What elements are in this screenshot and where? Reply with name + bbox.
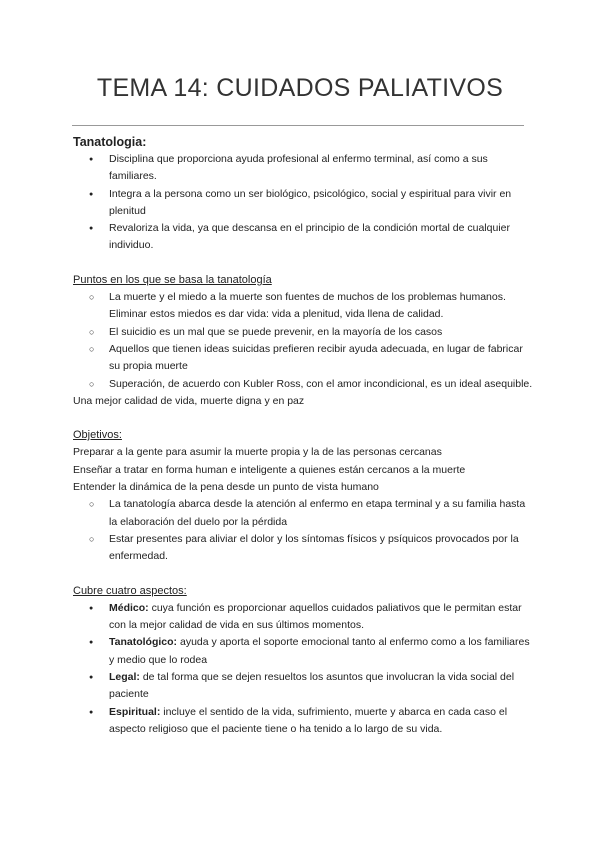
list-item: [73, 600, 533, 635]
list-item: ● Disciplina que proporciona ayuda profesional al enfermo terminal, así como a sus familiares.: [73, 151, 533, 186]
objetivos-line: Enseñar a tratar en forma human e inteligente a quienes están cercanos a la muerte: [73, 463, 466, 476]
puntos-closing: Una mejor calidad de vida, muerte digna y en paz: [73, 394, 305, 407]
aspectos-list: [73, 600, 533, 738]
list-item: ● Integra a la persona como un ser biológico, psicológico, social y espiritual para vivir en plenitud: [73, 186, 533, 221]
list-item: ○ Superación, de acuerdo con Kubler Ross, con el amor incondicional, es un ideal asequible.: [73, 376, 533, 393]
list-item: ● Revaloriza la vida, ya que descansa en el principio de la condición mortal de cualquier individuo.: [73, 220, 533, 255]
objetivos-line: Preparar a la gente para asumir la muerte propia y la de las personas cercanas: [73, 446, 442, 459]
list-item: [73, 669, 533, 704]
tanatologia-list: [73, 151, 533, 255]
title-divider: [72, 125, 524, 126]
document-body: [73, 131, 533, 738]
tanatologia-heading: Tanatologia:: [73, 135, 147, 149]
list-item: ○ Estar presentes para aliviar el dolor y los síntomas físicos y psíquicos provocados por la enfermedad.: [73, 531, 533, 566]
objetivos-heading: Objetivos:: [73, 429, 122, 442]
objetivos-line: Entender la dinámica de la pena desde un punto de vista humano: [73, 481, 379, 494]
aspect-text: de tal forma que se dejen resueltos los asuntos que involucran la vida social del paciente: [109, 671, 515, 701]
puntos-list: [73, 289, 533, 393]
aspect-term: Espiritual:: [109, 705, 161, 718]
list-item: [73, 704, 533, 739]
aspect-term: Tanatológico:: [109, 636, 178, 649]
objetivos-list: [73, 496, 533, 565]
aspect-text: ayuda y aporta el soporte emocional tanto al enfermo como a los familiares y medio que lo rodea: [109, 636, 530, 666]
list-item: ○ Aquellos que tienen ideas suicidas prefieren recibir ayuda adecuada, en lugar de fabricar su propia muerte: [73, 341, 533, 376]
list-item: ○ La tanatología abarca desde la atención al enfermo en etapa terminal y a su familia hasta la elaboración del duelo por la pérdida: [73, 496, 533, 531]
aspect-text: cuya función es proporcionar aquellos cuidados paliativos que le permitan estar con la mejor calidad de vida en sus últimos momentos.: [109, 601, 522, 632]
puntos-heading: Puntos en los que se basa la tanatología: [73, 273, 272, 286]
list-item: ○ La muerte y el miedo a la muerte son fuentes de muchos de los problemas humanos. Eliminar estos miedos es dar vida: vida a plenitud, vida llena de calidad.: [73, 289, 533, 324]
aspect-term: Legal:: [109, 671, 140, 684]
aspectos-heading: Cubre cuatro aspectos:: [73, 584, 187, 597]
list-item: [73, 634, 533, 669]
aspect-text: incluye el sentido de la vida, sufrimiento, muerte y abarca en cada caso el aspecto religioso que el paciente tiene o ha tenido a lo largo de su vida.: [109, 705, 508, 735]
page-title: TEMA 14: CUIDADOS PALIATIVOS: [96, 74, 504, 102]
list-item: ○ El suicidio es un mal que se puede prevenir, en la mayoría de los casos: [73, 324, 533, 341]
aspect-term: Médico:: [109, 601, 149, 614]
